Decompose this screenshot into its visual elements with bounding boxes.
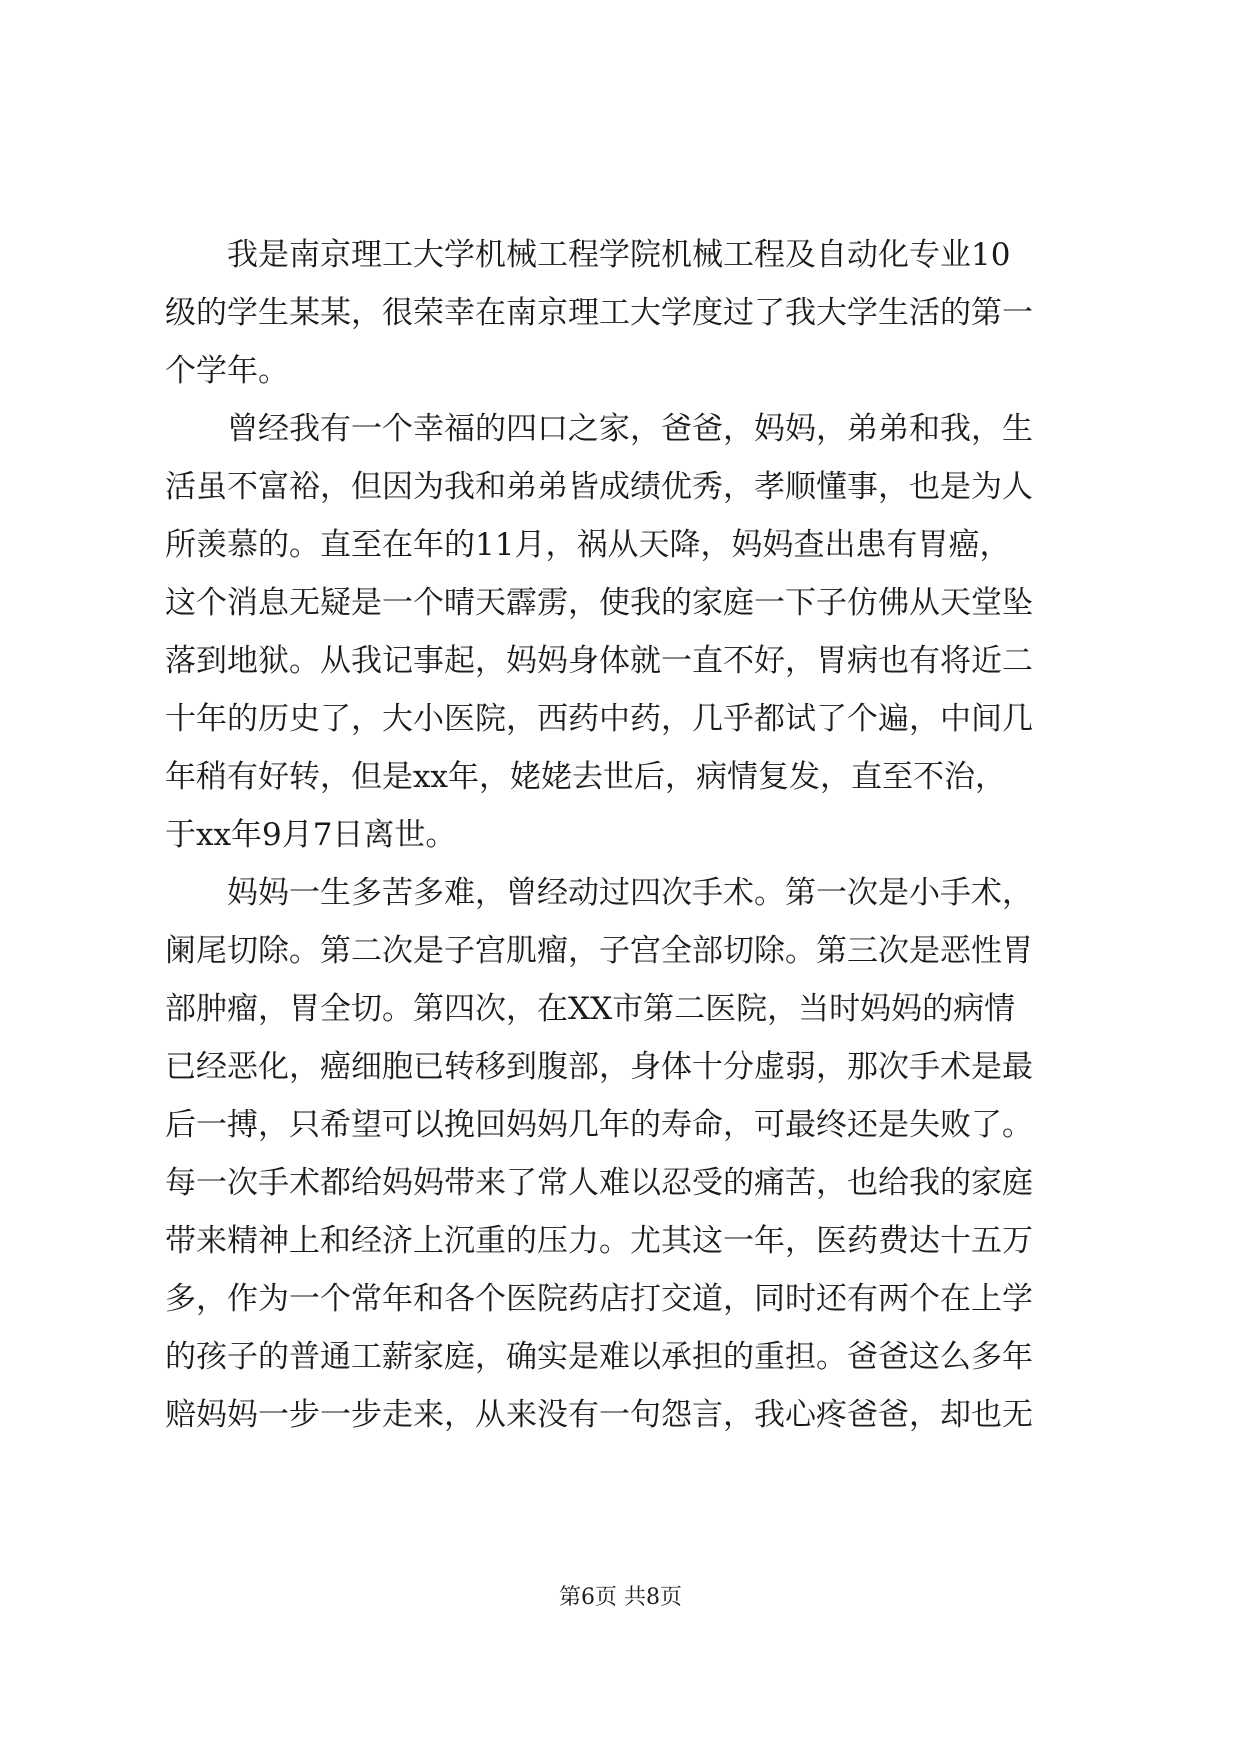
text-line: 级的学生某某，很荣幸在南京理工大学度过了我大学生活的第一 — [165, 295, 1033, 331]
text-line: 每一次手术都给妈妈带来了常人难以忍受的痛苦，也给我的家庭 — [165, 1165, 1033, 1201]
document-body — [165, 226, 1085, 1444]
paragraph-3 — [165, 864, 1085, 1444]
text-line: 阑尾切除。第二次是子宫肌瘤，子宫全部切除。第三次是恶性胃 — [165, 933, 1033, 969]
text-line: 于xx年9月7日离世。 — [165, 817, 457, 853]
text-line: 年稍有好转，但是xx年，姥姥去世后，病情复发，直至不治， — [165, 759, 1006, 795]
text-line: 多，作为一个常年和各个医院药店打交道，同时还有两个在上学 — [165, 1281, 1033, 1317]
text-line: 赔妈妈一步一步走来，从来没有一句怨言，我心疼爸爸，却也无 — [165, 1397, 1033, 1433]
paragraph-1 — [165, 226, 1085, 400]
text-line: 已经恶化，癌细胞已转移到腹部，身体十分虚弱，那次手术是最 — [165, 1049, 1033, 1085]
text-line: 妈妈一生多苦多难，曾经动过四次手术。第一次是小手术， — [165, 875, 1033, 911]
text-line: 个学年。 — [165, 353, 289, 389]
text-line: 后一搏，只希望可以挽回妈妈几年的寿命，可最终还是失败了。 — [165, 1107, 1033, 1143]
text-line: 我是南京理工大学机械工程学院机械工程及自动化专业10 — [165, 237, 1011, 273]
paragraph-2 — [165, 400, 1085, 864]
text-line: 十年的历史了，大小医院，西药中药，几乎都试了个遍，中间几 — [165, 701, 1033, 737]
text-line: 落到地狱。从我记事起，妈妈身体就一直不好，胃病也有将近二 — [165, 643, 1033, 679]
text-line: 带来精神上和经济上沉重的压力。尤其这一年，医药费达十五万 — [165, 1223, 1033, 1259]
text-line: 所羡慕的。直至在年的11月，祸从天降，妈妈查出患有胃癌， — [165, 527, 1011, 563]
text-line: 这个消息无疑是一个晴天霹雳，使我的家庭一下子仿佛从天堂坠 — [165, 585, 1033, 621]
text-line: 的孩子的普通工薪家庭，确实是难以承担的重担。爸爸这么多年 — [165, 1339, 1033, 1375]
page-number-footer: 第6页 共8页 — [559, 1585, 682, 1610]
text-line: 活虽不富裕，但因为我和弟弟皆成绩优秀，孝顺懂事，也是为人 — [165, 469, 1033, 505]
text-line: 曾经我有一个幸福的四口之家，爸爸，妈妈，弟弟和我，生 — [165, 411, 1033, 447]
text-line: 部肿瘤，胃全切。第四次，在XX市第二医院，当时妈妈的病情 — [165, 991, 1016, 1027]
